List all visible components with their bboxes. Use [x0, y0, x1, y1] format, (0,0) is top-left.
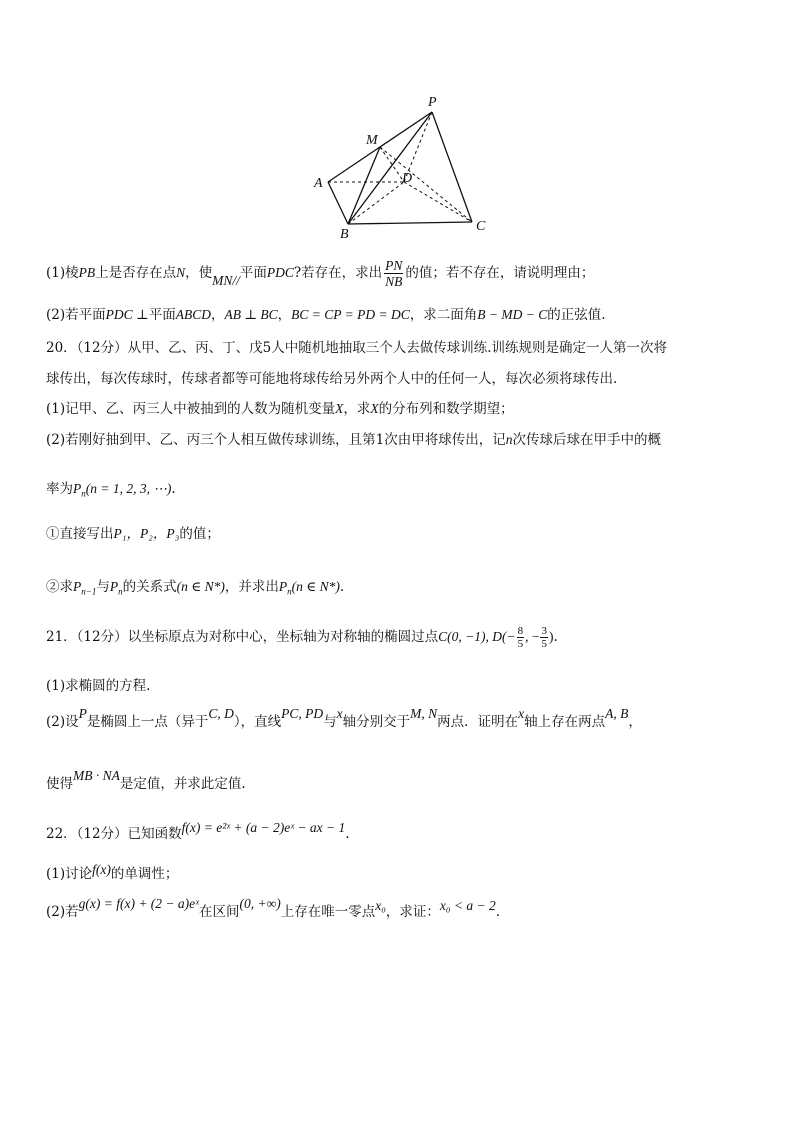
q19-part1: (1)棱PB上是否存在点N，使MN//平面PDC?若存在，求出 $\frac{PN}{NB}$ 的值；若不存在，请说明理由； [46, 258, 595, 289]
edge-PB [348, 112, 432, 224]
label-B: B [340, 227, 349, 240]
label-A: A [314, 176, 323, 191]
label-C: C [476, 219, 486, 234]
q22-part1: (1)讨论f(x)的单调性； [46, 862, 179, 882]
label-P: P [428, 95, 437, 110]
q21-part1: (1)求椭圆的方程. [46, 678, 151, 694]
q22-line1: 22．（12分）已知函数f(x) = e²ˣ + (a − 2)eˣ − ax − 1. [46, 820, 350, 842]
q20-part2-cont: 率为$P_n(n = 1$, 2, 3, ⋯). [46, 481, 176, 499]
q20-sub2: ②求$P_{n-1}$与$P_n$的关系式(n ∈ N*)，并求出$P_n(n$ ∈ N*). [46, 579, 345, 597]
q20-line1: 20．（12分）从甲、乙、丙、丁、戊5人中随机地抽取三个人去做传球训练.训练规则是确定一人第一次将 [46, 340, 667, 356]
pyramid-figure [300, 90, 510, 240]
q21-part2-cont: 使得MB · NA是定值，并求此定值. [46, 768, 246, 792]
edge-BC [348, 222, 472, 224]
q20-part1: (1)记甲、乙、丙三人中被抽到的人数为随机变量X，求X的分布列和数学期望； [46, 401, 514, 417]
fraction-pn-nb: $\frac{PN}{NB}$ [385, 258, 403, 289]
q20-part2: (2)若刚好抽到甲、乙、丙三个人相互做传球训练，且第1次由甲将球传出，记n次传球后球在甲手中的概 [46, 432, 661, 448]
q20-sub1: ①直接写出P₁，P₂，P₃的值； [46, 526, 220, 542]
q19-part2: (2)若平面PDC ⊥平面ABCD，AB ⊥ BC，BC = CP = PD = DC，求二面角B − MD − C的正弦值. [46, 307, 606, 323]
label-M: M [366, 133, 378, 148]
q20-line2: 球传出，每次传球时，传球者都等可能地将球传给另外两个人中的任何一人，每次必须将球传出. [46, 371, 618, 387]
q21-part2: (2)设P是椭圆上一点（异于C, D），直线PC, PD与x轴分别交于M, N两点．证明在x轴上存在两点A, B， [46, 706, 642, 730]
q22-part2: (2)若g(x) = f(x) + (2 − a)eˣ在区间(0, +∞)上存在唯一零点x₀，求证：x₀ < a − 2. [46, 896, 501, 920]
q21-line1: 21．（12分）以坐标原点为对称中心，坐标轴为对称轴的椭圆过点C(0, −1), D(− $\frac{8}{5}$ , − $\frac{3}{5}$ ). [46, 625, 558, 650]
label-D: D [402, 171, 413, 186]
edge-DC [404, 182, 472, 222]
edge-AB [328, 182, 348, 224]
